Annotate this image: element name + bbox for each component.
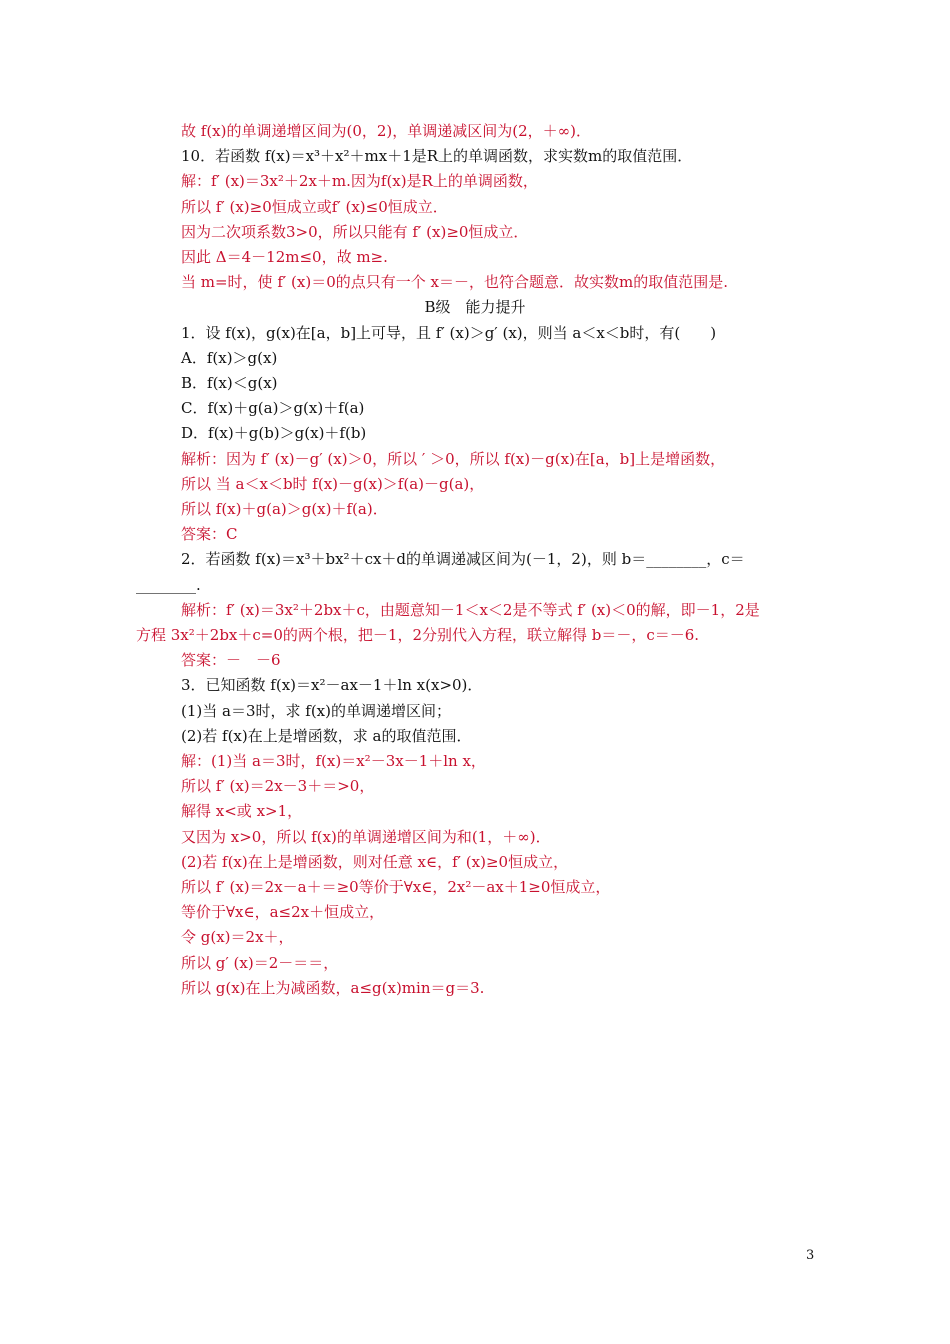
text-line: 1．设 f(x)，g(x)在[a，b]上可导，且 f′ (x)＞g′ (x)，则当 a＜x＜b时，有( ) bbox=[181, 324, 717, 342]
text-line: 解析：因为 f′ (x)－g′ (x)＞0，所以 ′ ＞0，所以 f(x)－g(x)在[a，b]上是增函数， bbox=[181, 450, 726, 468]
text-line: 又因为 x>0，所以 f(x)的单调递增区间为和(1，＋∞)． bbox=[181, 828, 551, 846]
text-line: 答案：C bbox=[181, 525, 238, 543]
text-line: C．f(x)＋g(a)＞g(x)＋f(a) bbox=[181, 399, 365, 417]
text-line: 所以 当 a＜x＜b时 f(x)－g(x)＞f(a)－g(a)， bbox=[181, 475, 485, 493]
text-line: 因此 Δ＝4－12m≤0，故 m≥. bbox=[181, 248, 388, 266]
text-line: 答案：－ －6 bbox=[181, 651, 281, 669]
text-line: (1)当 a＝3时，求 f(x)的单调递增区间； bbox=[181, 702, 451, 720]
text-line: 因为二次项系数3>0，所以只能有 f′ (x)≥0恒成立． bbox=[181, 223, 529, 241]
text-line: 所以 f′ (x)＝2x－3＋＝>0， bbox=[181, 777, 375, 795]
text-line: 所以 f(x)＋g(a)＞g(x)＋f(a)． bbox=[181, 500, 388, 518]
text-line: 方程 3x²＋2bx＋c=0的两个根，把－1，2分别代入方程，联立解得 b＝－，c＝－6. bbox=[136, 626, 700, 644]
text-line: 解析：f′ (x)＝3x²＋2bx＋c，由题意知－1＜x＜2是不等式 f′ (x)＜0的解，即－1，2是 bbox=[181, 601, 760, 619]
page-number: 3 bbox=[806, 1248, 815, 1263]
text-line: B．f(x)＜g(x) bbox=[181, 374, 278, 392]
text-line: 3．已知函数 f(x)＝x²－ax－1＋ln x(x>0)． bbox=[181, 676, 483, 694]
text-line: 令 g(x)＝2x＋， bbox=[181, 928, 294, 946]
text-line: 当 m=时，使 f′ (x)＝0的点只有一个 x＝－，也符合题意．故实数m的取值范围是. bbox=[181, 273, 728, 291]
text-line: (2)若 f(x)在上是增函数，求 a的取值范围． bbox=[181, 727, 472, 745]
text-line: 解：(1)当 a＝3时，f(x)＝x²－3x－1＋ln x， bbox=[181, 752, 486, 770]
text-line: ________. bbox=[136, 576, 201, 594]
text-line: 2．若函数 f(x)＝x³＋bx²＋cx＋d的单调递减区间为(－1，2)，则 b＝________，c＝ bbox=[181, 550, 745, 568]
text-line: 所以 f′ (x)＝2x－a＋＝≥0等价于∀x∈，2x²－ax＋1≥0恒成立， bbox=[181, 878, 611, 896]
text-line: B级 能力提升 bbox=[424, 298, 526, 316]
text-line: 10．若函数 f(x)＝x³＋x²＋mx＋1是R上的单调函数，求实数m的取值范围． bbox=[181, 147, 693, 165]
text-line: 等价于∀x∈，a≤2x＋恒成立， bbox=[181, 903, 385, 921]
text-line: 解得 x<或 x>1， bbox=[181, 802, 303, 820]
text-line: 所以 g′ (x)＝2－＝＝， bbox=[181, 954, 339, 972]
text-line: 所以 g(x)在上为减函数，a≤g(x)min＝g＝3. bbox=[181, 979, 485, 997]
text-line: A．f(x)＞g(x) bbox=[181, 349, 278, 367]
text-line: D．f(x)＋g(b)＞g(x)＋f(b) bbox=[181, 424, 367, 442]
text-line: 故 f(x)的单调递增区间为(0，2)，单调递减区间为(2，＋∞)． bbox=[181, 122, 592, 140]
text-line: 所以 f′ (x)≥0恒成立或f′ (x)≤0恒成立． bbox=[181, 198, 448, 216]
text-line: (2)若 f(x)在上是增函数，则对任意 x∈，f′ (x)≥0恒成立， bbox=[181, 853, 569, 871]
text-line: 解：f′ (x)＝3x²＋2x＋m.因为f(x)是R上的单调函数， bbox=[181, 172, 538, 190]
